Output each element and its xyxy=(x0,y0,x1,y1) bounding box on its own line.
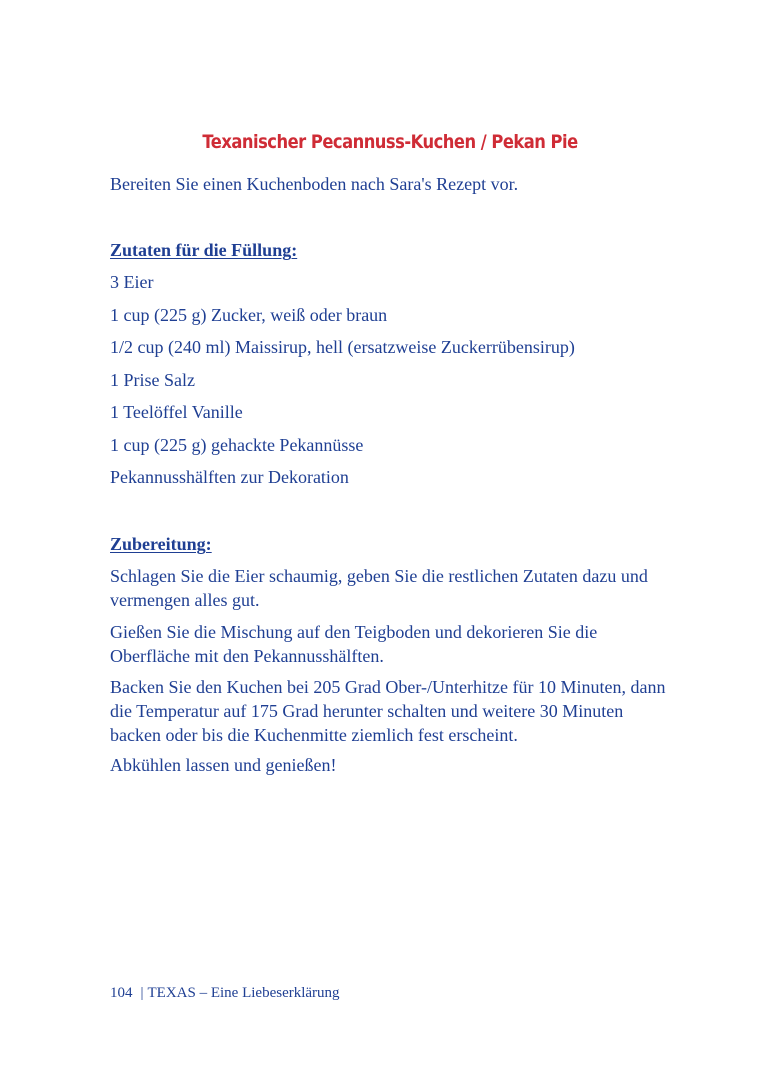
ingredients-heading: Zutaten für die Füllung: xyxy=(110,240,298,260)
recipe-title: Texanischer Pecannuss-Kuchen / Pekan Pie xyxy=(202,131,578,153)
step-paragraph: Schlagen Sie die Eier schaumig, geben Sie die restlichen Zutaten dazu und vermengen alles gut. xyxy=(110,566,648,610)
ingredient-item: 3 Eier xyxy=(110,272,154,292)
page-number: 104 xyxy=(110,985,133,1001)
book-title: TEXAS – Eine Liebeserklärung xyxy=(147,985,340,1001)
ingredient-item: 1 cup (225 g) gehackte Pekannüsse xyxy=(110,435,364,455)
step-paragraph: Gießen Sie die Mischung auf den Teigboden und dekorieren Sie die Oberfläche mit den Pekannusshälften. xyxy=(110,622,598,666)
ingredient-item: 1 Teelöffel Vanille xyxy=(110,402,243,422)
step-paragraph: Backen Sie den Kuchen bei 205 Grad Ober-/Unterhitze für 10 Minuten, dann die Temperatur auf 175 Grad herunter schalten und weitere 30 Minuten backen oder bis die Kuchenmitte ziemlich fest erscheint. xyxy=(110,677,666,745)
intro-text: Bereiten Sie einen Kuchenboden nach Sara's Rezept vor. xyxy=(110,174,519,194)
ingredient-item: Pekannusshälften zur Dekoration xyxy=(110,467,349,487)
page-footer xyxy=(110,983,340,1003)
footer-separator: | xyxy=(140,985,144,1001)
ingredient-item: 1/2 cup (240 ml) Maissirup, hell (ersatzweise Zuckerrübensirup) xyxy=(110,337,575,357)
preparation-heading: Zubereitung: xyxy=(110,534,212,554)
ingredient-item: 1 Prise Salz xyxy=(110,370,195,390)
ingredient-item: 1 cup (225 g) Zucker, weiß oder braun xyxy=(110,305,388,325)
step-paragraph: Abkühlen lassen und genießen! xyxy=(110,755,337,775)
